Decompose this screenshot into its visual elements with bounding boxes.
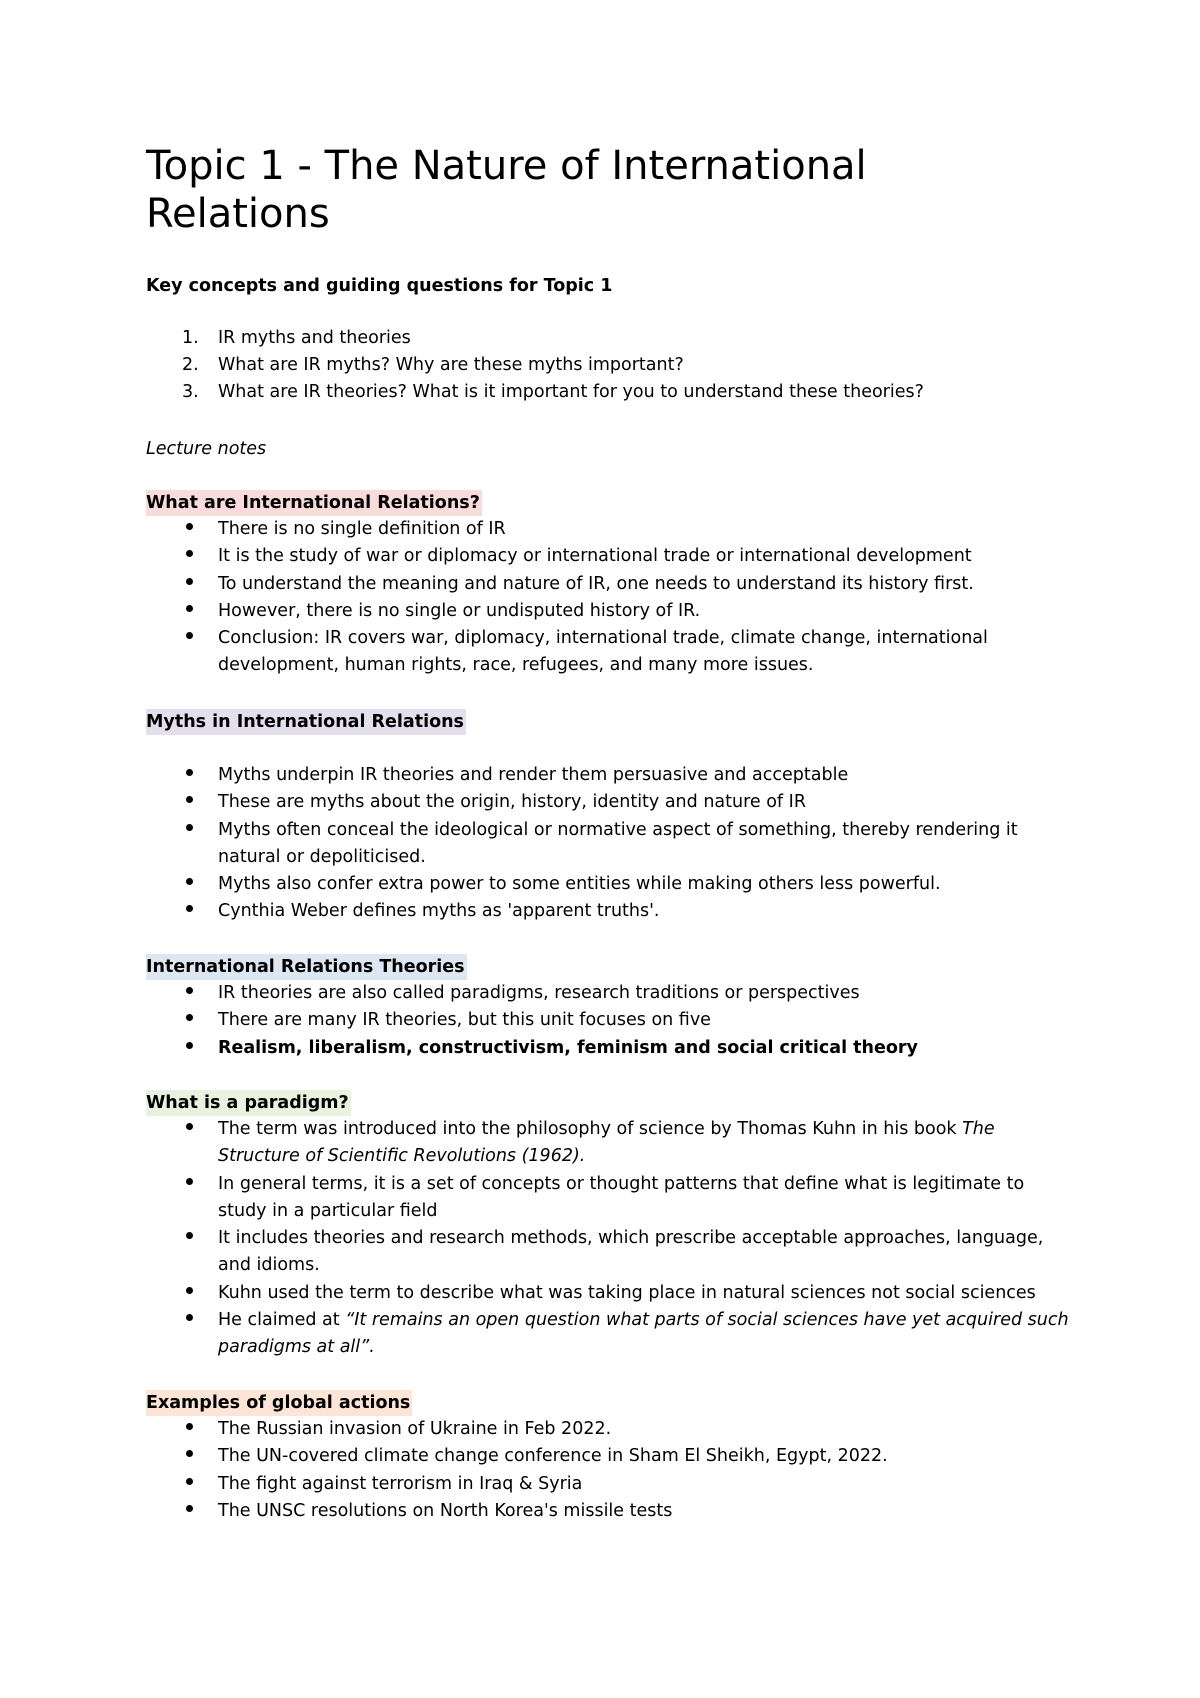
list-item-text: What are IR theories? What is it important for you to understand these theories?: [218, 382, 924, 402]
bullet-item: Myths also confer extra power to some entities while making others less powerful.: [146, 871, 1076, 898]
list-item-text: What are IR myths? Why are these myths important?: [218, 355, 684, 375]
bullet-item: Conclusion: IR covers war, diplomacy, international trade, climate change, international development, human rights, race, refugees, and many more issues.: [146, 625, 1076, 680]
bullet-item: Myths underpin IR theories and render them persuasive and acceptable: [146, 762, 1076, 789]
lecture-notes-label: [146, 436, 1076, 463]
list-number: 3.: [182, 382, 199, 402]
key-concepts-heading: [146, 273, 1076, 300]
bullet-item: In general terms, it is a set of concepts or thought patterns that define what is legitimate to study in a particular field: [146, 1171, 1076, 1226]
lecture-notes-text: Lecture notes: [146, 439, 267, 459]
section-myths: [146, 709, 1076, 926]
section-heading: What are International Relations?: [146, 490, 482, 516]
section-what-are-ir: [146, 490, 1076, 680]
bullet-item: The fight against terrorism in Iraq & Syria: [146, 1471, 1076, 1498]
bullet-item: The UNSC resolutions on North Korea's missile tests: [146, 1498, 1076, 1525]
bullet-item: There are many IR theories, but this unit focuses on five: [146, 1007, 1076, 1034]
bullet-item: [146, 1307, 1076, 1362]
bullet-item: To understand the meaning and nature of IR, one needs to understand its history first.: [146, 571, 1076, 598]
book-title: The Structure of Scientific Revolutions (1962).: [218, 1119, 995, 1167]
list-number: 1.: [182, 328, 199, 348]
list-item-text: IR myths and theories: [218, 328, 411, 348]
section-heading: Examples of global actions: [146, 1390, 412, 1416]
guiding-questions-list: [146, 325, 1076, 406]
bullet-text: The term was introduced into the philosophy of science by Thomas Kuhn in his book: [218, 1119, 963, 1139]
section-ir-theories: [146, 954, 1076, 1062]
section-heading: International Relations Theories: [146, 954, 467, 980]
section-heading: Myths in International Relations: [146, 709, 466, 735]
section-examples: [146, 1390, 1076, 1525]
page-title: Topic 1 - The Nature of International Relations: [146, 143, 867, 237]
key-concepts-heading-text: Key concepts and guiding questions for Topic 1: [146, 276, 613, 296]
list-number: 2.: [182, 355, 199, 375]
bullet-item: Myths often conceal the ideological or normative aspect of something, thereby rendering it natural or depoliticised.: [146, 817, 1076, 872]
bullet-item: Cynthia Weber defines myths as 'apparent truths'.: [146, 898, 1076, 925]
bullet-text: He claimed at: [218, 1310, 346, 1331]
bullet-item: The UN-covered climate change conference in Sham El Sheikh, Egypt, 2022.: [146, 1443, 1076, 1470]
quote: “It remains an open question what parts of social sciences have yet acquired such paradigms at all”.: [218, 1310, 1069, 1358]
bullet-item: There is no single definition of IR: [146, 516, 1076, 543]
bullet-item: However, there is no single or undisputed history of IR.: [146, 598, 1076, 625]
bullet-item: Kuhn used the term to describe what was taking place in natural sciences not social sciences: [146, 1280, 1076, 1307]
bullet-item: These are myths about the origin, history, identity and nature of IR: [146, 789, 1076, 816]
section-heading: What is a paradigm?: [146, 1090, 351, 1116]
bullet-item: The Russian invasion of Ukraine in Feb 2022.: [146, 1416, 1076, 1443]
list-item: [146, 352, 1076, 379]
bullet-item: It includes theories and research methods, which prescribe acceptable approaches, language, and idioms.: [146, 1225, 1076, 1280]
bullet-item: Realism, liberalism, constructivism, feminism and social critical theory: [146, 1035, 1076, 1062]
list-item: [146, 325, 1076, 352]
bullet-item: IR theories are also called paradigms, research traditions or perspectives: [146, 980, 1076, 1007]
bullet-item: [146, 1116, 1076, 1171]
bullet-item: It is the study of war or diplomacy or international trade or international development: [146, 543, 1076, 570]
section-paradigm: [146, 1090, 1076, 1362]
list-item: [146, 379, 1076, 406]
